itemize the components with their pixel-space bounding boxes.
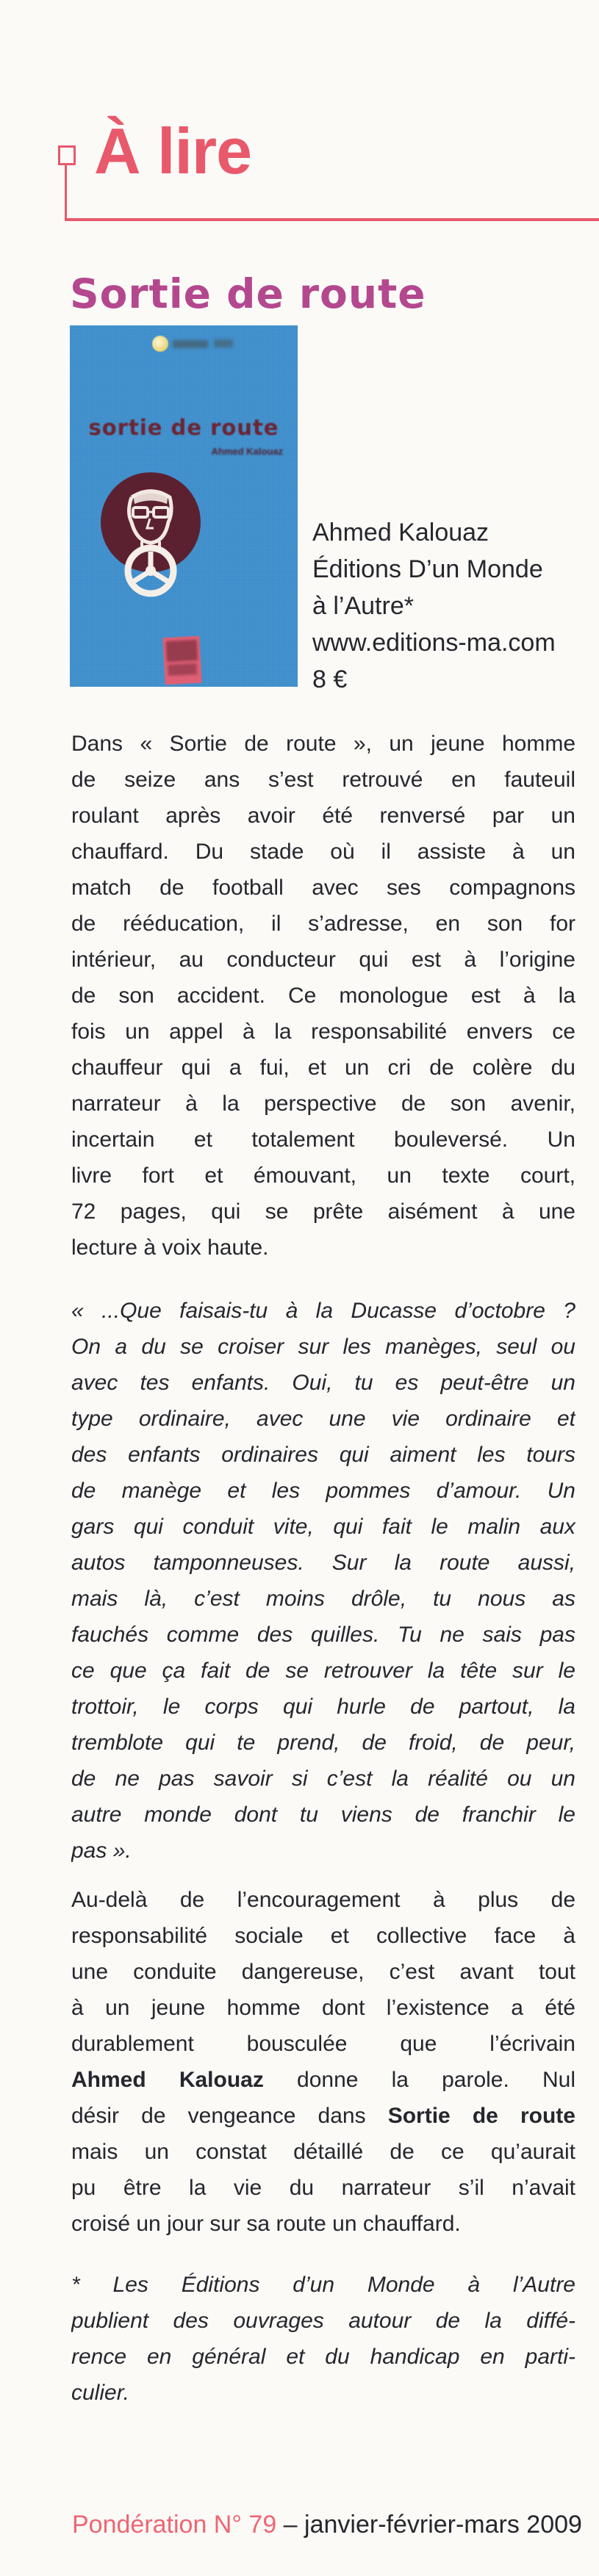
text-line: tremblote qui te prend, de froid, de peur,: [71, 1731, 575, 1755]
rubric-square-ornament: [58, 145, 76, 165]
text-line: Éditions D’un Monde: [312, 555, 543, 583]
paragraph-commentary: [71, 1882, 575, 2242]
text-line: www.editions-ma.com: [312, 629, 556, 657]
text-line: de manège et les pommes d’amour. Un: [71, 1479, 575, 1503]
rubric-horizontal-rule: [65, 218, 599, 221]
text-line: chauffard. Du stade où il assiste à un: [71, 840, 575, 864]
text-line: publient des ouvrages autour de la diffé-: [71, 2309, 575, 2333]
text-line: de ne pas savoir si c’est la réalité ou un: [71, 1767, 575, 1791]
book-cover-image: [70, 325, 298, 687]
text-line: de seize ans s’est retrouvé en fauteuil: [71, 768, 575, 792]
text-line: livre fort et émouvant, un texte court,: [71, 1163, 575, 1188]
magazine-name: Pondération N° 79: [72, 2511, 277, 2539]
text-line: Ahmed Kalouaz: [312, 519, 489, 546]
text-line: 72 pages, qui se prête aisément à une: [71, 1199, 575, 1224]
publisher-logo-text-smudge: [214, 339, 233, 347]
text-line: * Les Éditions d’un Monde à l’Autre: [71, 2273, 575, 2297]
text-line: mais un constat détaillé de ce qu’aurait: [71, 2140, 575, 2164]
text-line: mais là, c’est moins drôle, tu nous as: [71, 1587, 575, 1611]
text-line: chauffeur qui a fui, et un cri de colère du: [71, 1056, 575, 1080]
paragraph-summary: [71, 726, 575, 1266]
text-line: responsabilité sociale et collective face à: [71, 1924, 575, 1948]
text-line: On a du se croiser sur les manèges, seul ou: [71, 1335, 575, 1359]
text-line: Dans « Sortie de route », un jeune homme: [71, 732, 575, 756]
text-line: durablement bousculée que l’écrivain: [71, 2032, 575, 2056]
text-line: une conduite dangereuse, c’est avant tout: [71, 1960, 575, 1984]
text-line: lecture à voix haute.: [71, 1235, 269, 1260]
text-line: de rééducation, il s’adresse, en son for: [71, 912, 575, 936]
text-line: fauchés comme des quilles. Tu ne sais pas: [71, 1623, 575, 1647]
text-line: trottoir, le corps qui hurle de partout, la: [71, 1695, 575, 1719]
text-line: type ordinaire, avec une vie ordinaire et: [71, 1407, 575, 1431]
text-line: avec tes enfants. Oui, tu es peut-être un: [71, 1371, 575, 1395]
cover-author: Ahmed Kalouaz: [211, 446, 283, 457]
article-title: Sortie de route: [70, 270, 426, 317]
text-line: croisé un jour sur sa route un chauffard.: [71, 2212, 461, 2236]
text-line: intérieur, au conducteur qui est à l’origine: [71, 948, 575, 972]
book-info-block: [312, 514, 592, 698]
text-line: des enfants ordinaires qui aiment les tours: [71, 1443, 575, 1467]
page-footer: [72, 2508, 587, 2541]
text-line: gars qui conduit vite, qui fait le malin aux: [71, 1515, 575, 1539]
text-line: pas ».: [71, 1839, 132, 1863]
text-line: de son accident. Ce monologue est à la: [71, 984, 575, 1008]
text-line: pu être la vie du narrateur s’il n’avait: [71, 2176, 575, 2200]
publisher-logo-text-smudge: [173, 340, 208, 348]
text-line: 8 €: [312, 665, 348, 693]
text-line: narrateur à la perspective de son avenir,: [71, 1092, 575, 1116]
paragraph-book-quote: [71, 1293, 575, 1869]
price-stamp: [162, 636, 201, 685]
footnote: [71, 2267, 575, 2411]
cover-face-and-steering-wheel-illustration: [99, 469, 202, 600]
text-line: roulant après avoir été renversé par un: [71, 804, 575, 828]
text-line: Ahmed Kalouaz donne la parole. Nul: [71, 2068, 575, 2092]
text-line: fois un appel à la responsabilité envers ce: [71, 1020, 575, 1044]
text-line: rence en général et du handicap en parti-: [71, 2345, 575, 2369]
text-line: à un jeune homme dont l’existence a été: [71, 1996, 575, 2020]
text-line: à l’Autre*: [312, 592, 414, 620]
text-line: culier.: [71, 2381, 129, 2405]
publisher-logo-icon: [152, 336, 168, 352]
text-line: désir de vengeance dans Sortie de route: [71, 2104, 575, 2128]
stamp-ink-mark: [166, 640, 198, 662]
stamp-ink-mark: [168, 663, 197, 676]
text-line: « ...Que faisais-tu à la Ducasse d’octobre ?: [71, 1299, 575, 1323]
text-line: ce que ça fait de se retrouver la tête sur le: [71, 1659, 575, 1683]
section-label: À lire: [94, 115, 252, 187]
text-line: incertain et totalement bouleversé. Un: [71, 1128, 575, 1152]
issue-date: – janvier-février-mars 2009: [276, 2511, 582, 2539]
text-line: Au-delà de l’encouragement à plus de: [71, 1888, 575, 1912]
text-line: match de football avec ses compagnons: [71, 876, 575, 900]
rubric-vertical-rule: [65, 164, 67, 220]
text-line: autre monde dont tu viens de franchir le: [71, 1803, 575, 1827]
text-line: autos tamponneuses. Sur la route aussi,: [71, 1551, 575, 1575]
cover-title: sortie de route: [88, 415, 279, 440]
